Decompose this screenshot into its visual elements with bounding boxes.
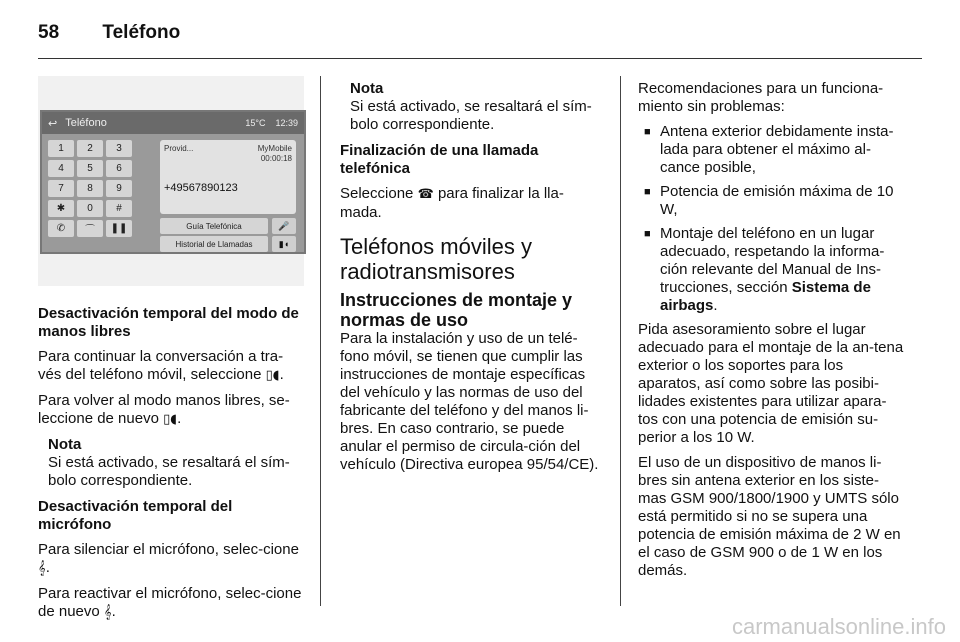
bullet-item: ■ Montaje del teléfono en un lugar adecuado, respetando la informa-ción relevante del Manual de Ins-trucciones, sección Sistema de airbags. <box>638 225 904 315</box>
heading-mic: Desactivación temporal del micrófono <box>38 498 233 533</box>
handsfree-icon: ▯◖ <box>265 368 280 383</box>
paragraph: Para silenciar el micrófono, selec-cione 𝄞. <box>38 541 299 576</box>
mic-mute-icon: 🎤 <box>272 218 296 234</box>
page-header <box>38 22 180 44</box>
page-title: Teléfono <box>102 22 181 43</box>
screen-temp: 15°C <box>245 118 266 128</box>
column-1 <box>38 305 304 629</box>
paragraph: Para continuar la conversación a tra-vés del teléfono móvil, seleccione ▯◖. <box>38 348 284 383</box>
key: 2 <box>77 140 103 157</box>
note <box>340 80 605 134</box>
note-title: Nota <box>350 80 384 97</box>
watermark: carmanualsonline.info <box>731 614 946 639</box>
key: ✱ <box>48 200 74 217</box>
key: 0 <box>77 200 103 217</box>
note <box>38 436 304 490</box>
paragraph: Para la instalación y uso de un telé-fono móvil, se tienen que cumplir las instrucciones de montaje específicas del vehículo y las normas de uso del fabricante del teléfono y del manos li-bres. En caso contrario, se puede anular el permiso de circula-ción del vehículo (Directiva europea 95/54/CE). <box>340 330 599 473</box>
paragraph: Para reactivar el micrófono, selec-cione de nuevo 𝄞. <box>38 585 302 620</box>
keypad <box>48 140 132 237</box>
key: 1 <box>48 140 74 157</box>
note-title: Nota <box>48 436 82 453</box>
device-name: MyMobile <box>257 144 292 153</box>
header-rule <box>38 58 922 59</box>
page-number: 58 <box>38 22 60 43</box>
handsfree-icon: ▯◖ <box>163 412 178 427</box>
column-3 <box>638 80 904 587</box>
provider: Provid... <box>164 144 194 153</box>
subsection-title: Instrucciones de montaje y normas de uso <box>340 290 573 330</box>
key: 4 <box>48 160 74 177</box>
phonebook-button: Guía Telefónica <box>160 218 268 234</box>
screen-title: Teléfono <box>65 117 107 129</box>
heading-end-call: Finalización de una llamada telefónica <box>340 142 539 177</box>
screen-titlebar <box>42 112 304 134</box>
section-title: Teléfonos móviles y radiotransmisores <box>340 234 532 284</box>
key: 6 <box>106 160 132 177</box>
paragraph: Recomendaciones para un funciona-miento sin problemas: <box>638 80 884 115</box>
key: 3 <box>106 140 132 157</box>
paragraph: Seleccione ☎ para finalizar la lla-mada. <box>340 185 564 221</box>
call-history-button: Historial de Llamadas <box>160 236 268 252</box>
note-body: Si está activado, se resaltará el sím-bolo correspondiente. <box>350 98 592 133</box>
column-divider <box>620 76 621 606</box>
key: 8 <box>77 180 103 197</box>
paragraph: Para volver al modo manos libres, se-leccione de nuevo ▯◖. <box>38 392 290 427</box>
handsfree-icon: ▮◖ <box>272 236 296 252</box>
column-divider <box>320 76 321 606</box>
call-info-panel <box>160 140 296 214</box>
screen-clock: 12:39 <box>275 118 298 128</box>
key: # <box>106 200 132 217</box>
mic-icon: 𝄞 <box>38 561 46 576</box>
mic-icon: 𝄞 <box>103 605 112 620</box>
phone-screen-image <box>40 110 306 254</box>
hang-up-icon: ☎ <box>417 187 434 202</box>
paragraph: Pida asesoramiento sobre el lugar adecuado para el montaje de la an-tena exterior o los soportes para los aparatos, así como sobre las posibi-lidades existentes para utilizar apara-tos con una potencia de emisión su-perior a los 10 W. <box>638 321 904 446</box>
column-2 <box>340 80 605 481</box>
heading-handsfree: Desactivación temporal del modo de manos libres <box>38 305 299 340</box>
call-key-icon: ✆ <box>48 220 74 237</box>
back-icon: ↩ <box>48 117 58 130</box>
key: 7 <box>48 180 74 197</box>
key: 5 <box>77 160 103 177</box>
hangup-key-icon: ⌒ <box>77 220 103 237</box>
key: 9 <box>106 180 132 197</box>
bullet-item: ■ Antena exterior debidamente insta-lada para obtener el máximo al-cance posible, <box>638 123 904 177</box>
pause-key-icon: ❚❚ <box>106 220 132 237</box>
phone-number: +49567890123 <box>164 182 238 194</box>
note-body: Si está activado, se resaltará el sím-bolo correspondiente. <box>48 454 290 489</box>
paragraph: El uso de un dispositivo de manos li-bres sin antena exterior en los siste-mas GSM 900/1800/1900 y UMTS sólo está permitido si no se supera una potencia de emisión máxima de 2 W en el caso de GSM 900 o de 1 W en los demás. <box>638 454 901 579</box>
call-timer: 00:00:18 <box>260 154 292 163</box>
bullet-item: ■ Potencia de emisión máxima de 10 W, <box>638 183 904 219</box>
